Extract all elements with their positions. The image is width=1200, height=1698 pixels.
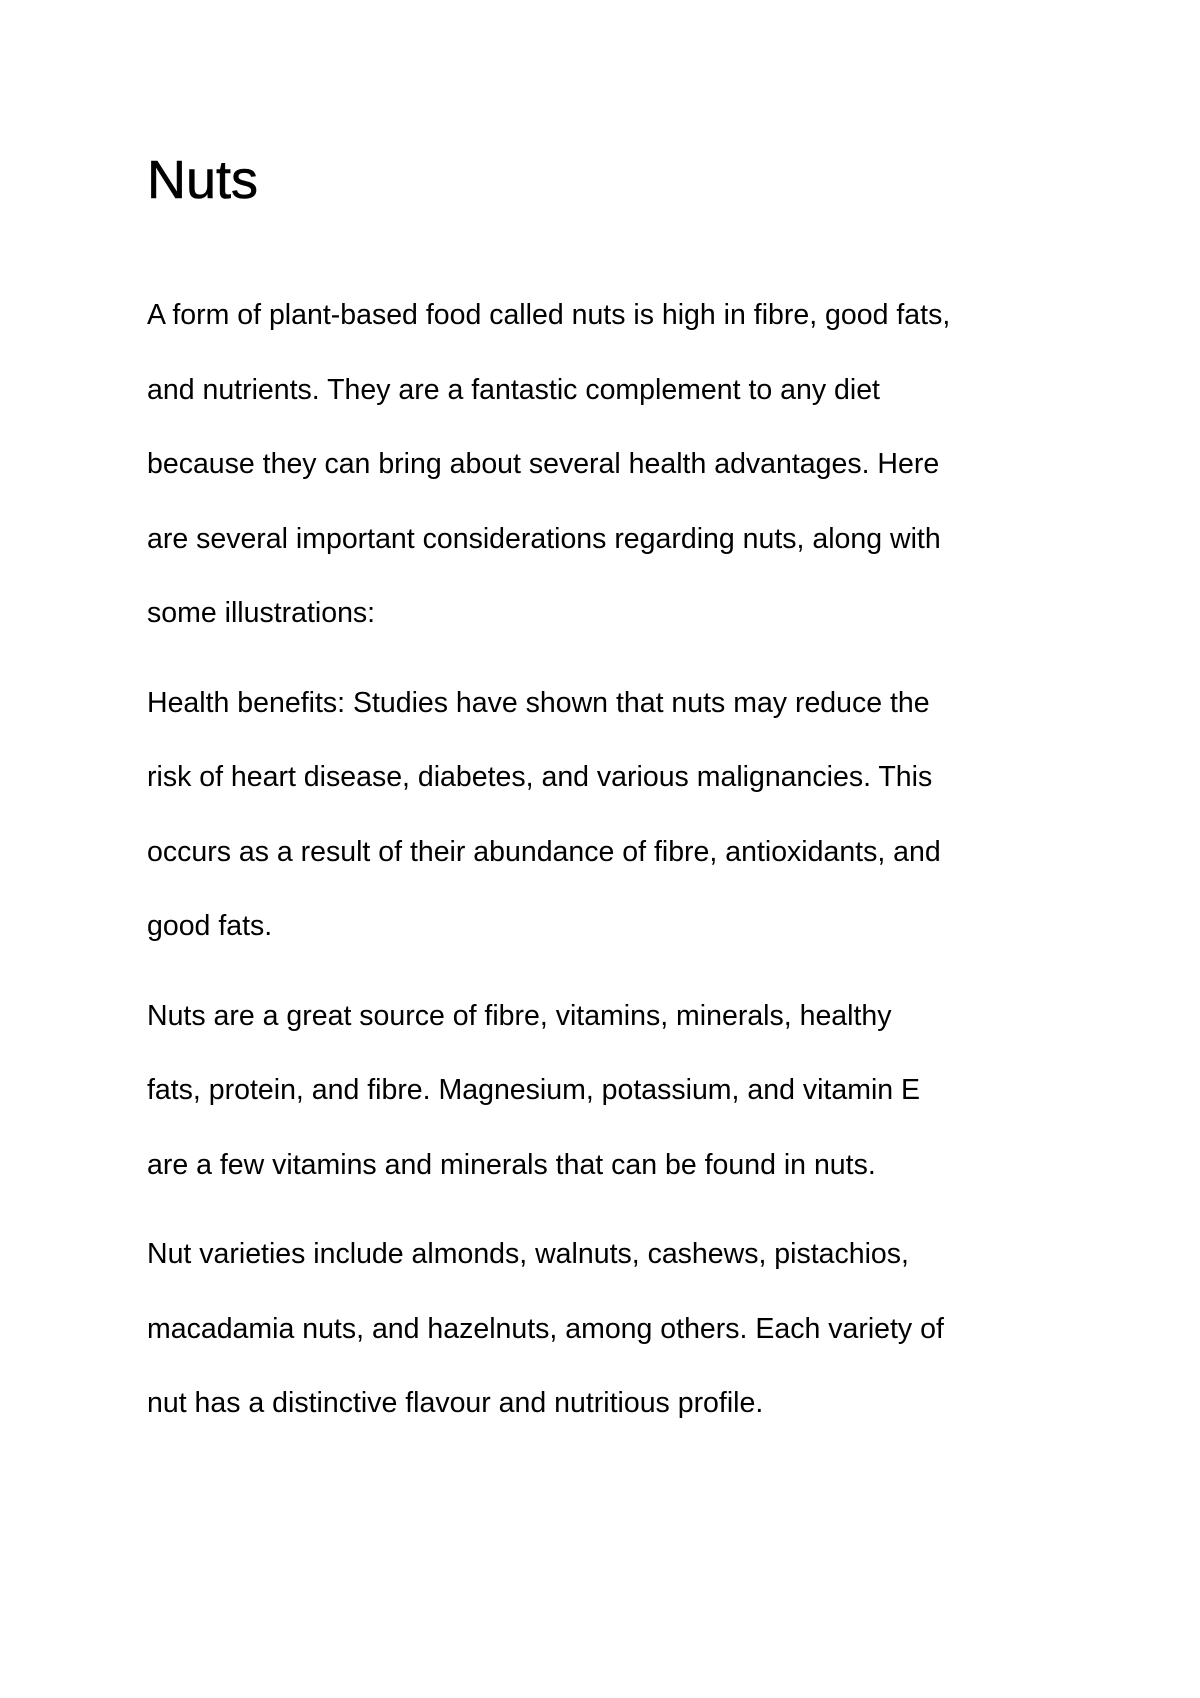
text-line: A form of plant-based food called nuts is high in fibre, good fats, [147,299,951,331]
text-line: nut has a distinctive flavour and nutritious profile. [147,1387,764,1419]
text-line: occurs as a result of their abundance of fibre, antioxidants, and [147,835,941,868]
text-line: risk of heart disease, diabetes, and various malignancies. This [147,761,933,793]
text-line: Health benefits: Studies have shown that nuts may reduce the [147,686,930,719]
text-line: fats, protein, and fibre. Magnesium, potassium, and vitamin E [147,1074,921,1106]
document-title: Nuts [147,150,259,210]
paragraph-intro [147,278,1087,651]
paragraph-nutrients [147,979,1087,1203]
paragraph-varieties [147,1217,1087,1441]
text-line: and nutrients. They are a fantastic complement to any diet [147,373,880,406]
text-line: macadamia nuts, and hazelnuts, among others. Each variety of [147,1312,944,1345]
text-line: Nuts are a great source of fibre, vitamins, minerals, healthy [147,999,892,1032]
document-body [147,140,1087,1456]
text-line: good fats. [147,910,273,942]
text-line: Nut varieties include almonds, walnuts, cashews, pistachios, [147,1238,909,1270]
text-line: are a few vitamins and minerals that can be found in nuts. [147,1148,876,1181]
text-line: are several important considerations regarding nuts, along with [147,522,941,555]
text-line: some illustrations: [147,597,376,629]
paragraph-health-benefits [147,666,1087,964]
text-line: because they can bring about several health advantages. Here [147,448,940,480]
